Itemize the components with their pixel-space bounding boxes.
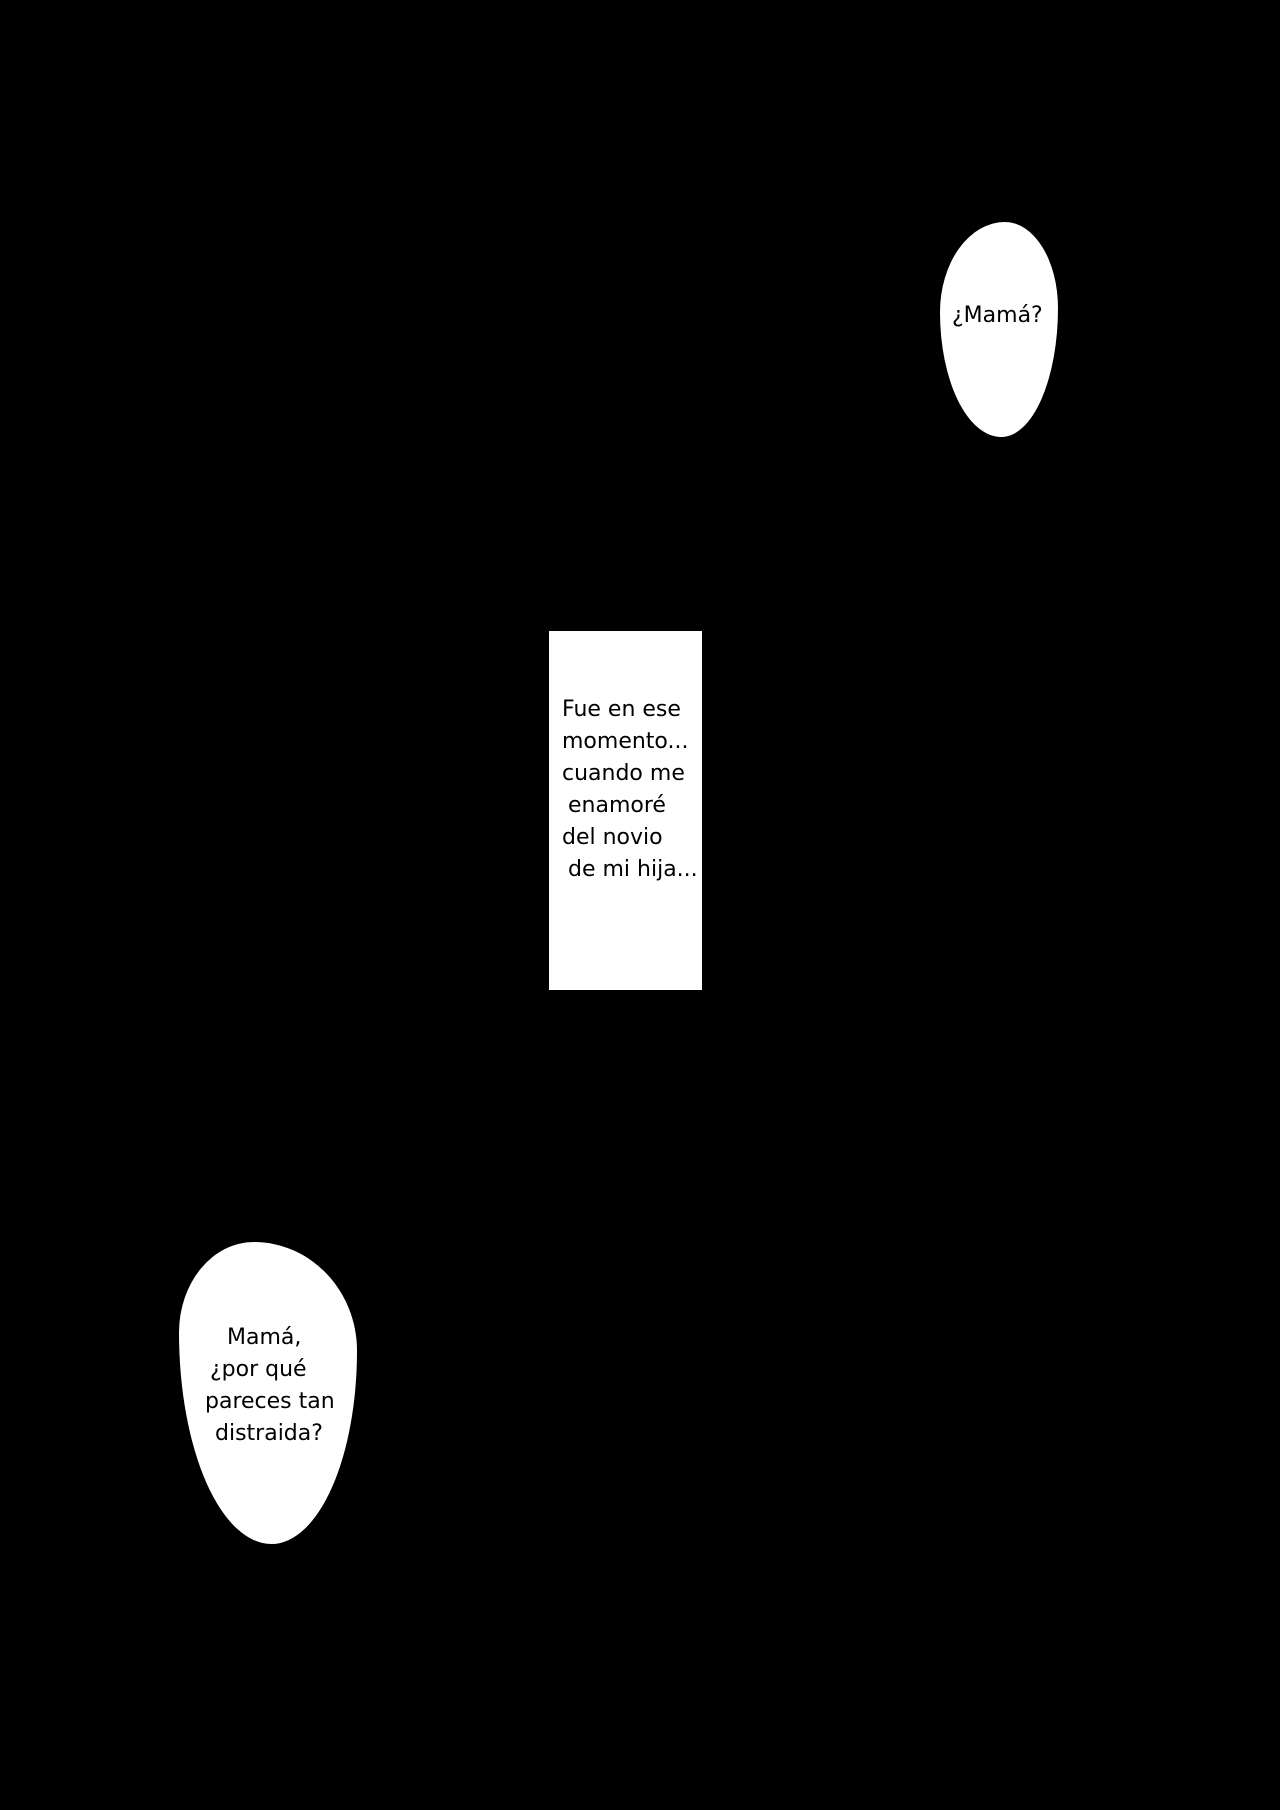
speech-bubble-top	[940, 222, 1058, 437]
narration-line: Fue en ese	[562, 697, 681, 722]
narration-line: de mi hija...	[568, 857, 698, 882]
narration-line: momento...	[562, 729, 689, 754]
narration-line: enamoré	[568, 793, 666, 818]
speech-bubble-top-line: ¿Mamá?	[952, 303, 1043, 328]
speech-bubble-bottom-line: pareces tan	[205, 1389, 335, 1414]
narration-line: cuando me	[562, 761, 685, 786]
speech-bubble-bottom-line: Mamá,	[227, 1325, 302, 1350]
speech-bubble-bottom-line: ¿por qué	[210, 1357, 307, 1382]
speech-bubble-bottom-line: distraida?	[215, 1421, 323, 1446]
narration-line: del novio	[562, 825, 663, 850]
